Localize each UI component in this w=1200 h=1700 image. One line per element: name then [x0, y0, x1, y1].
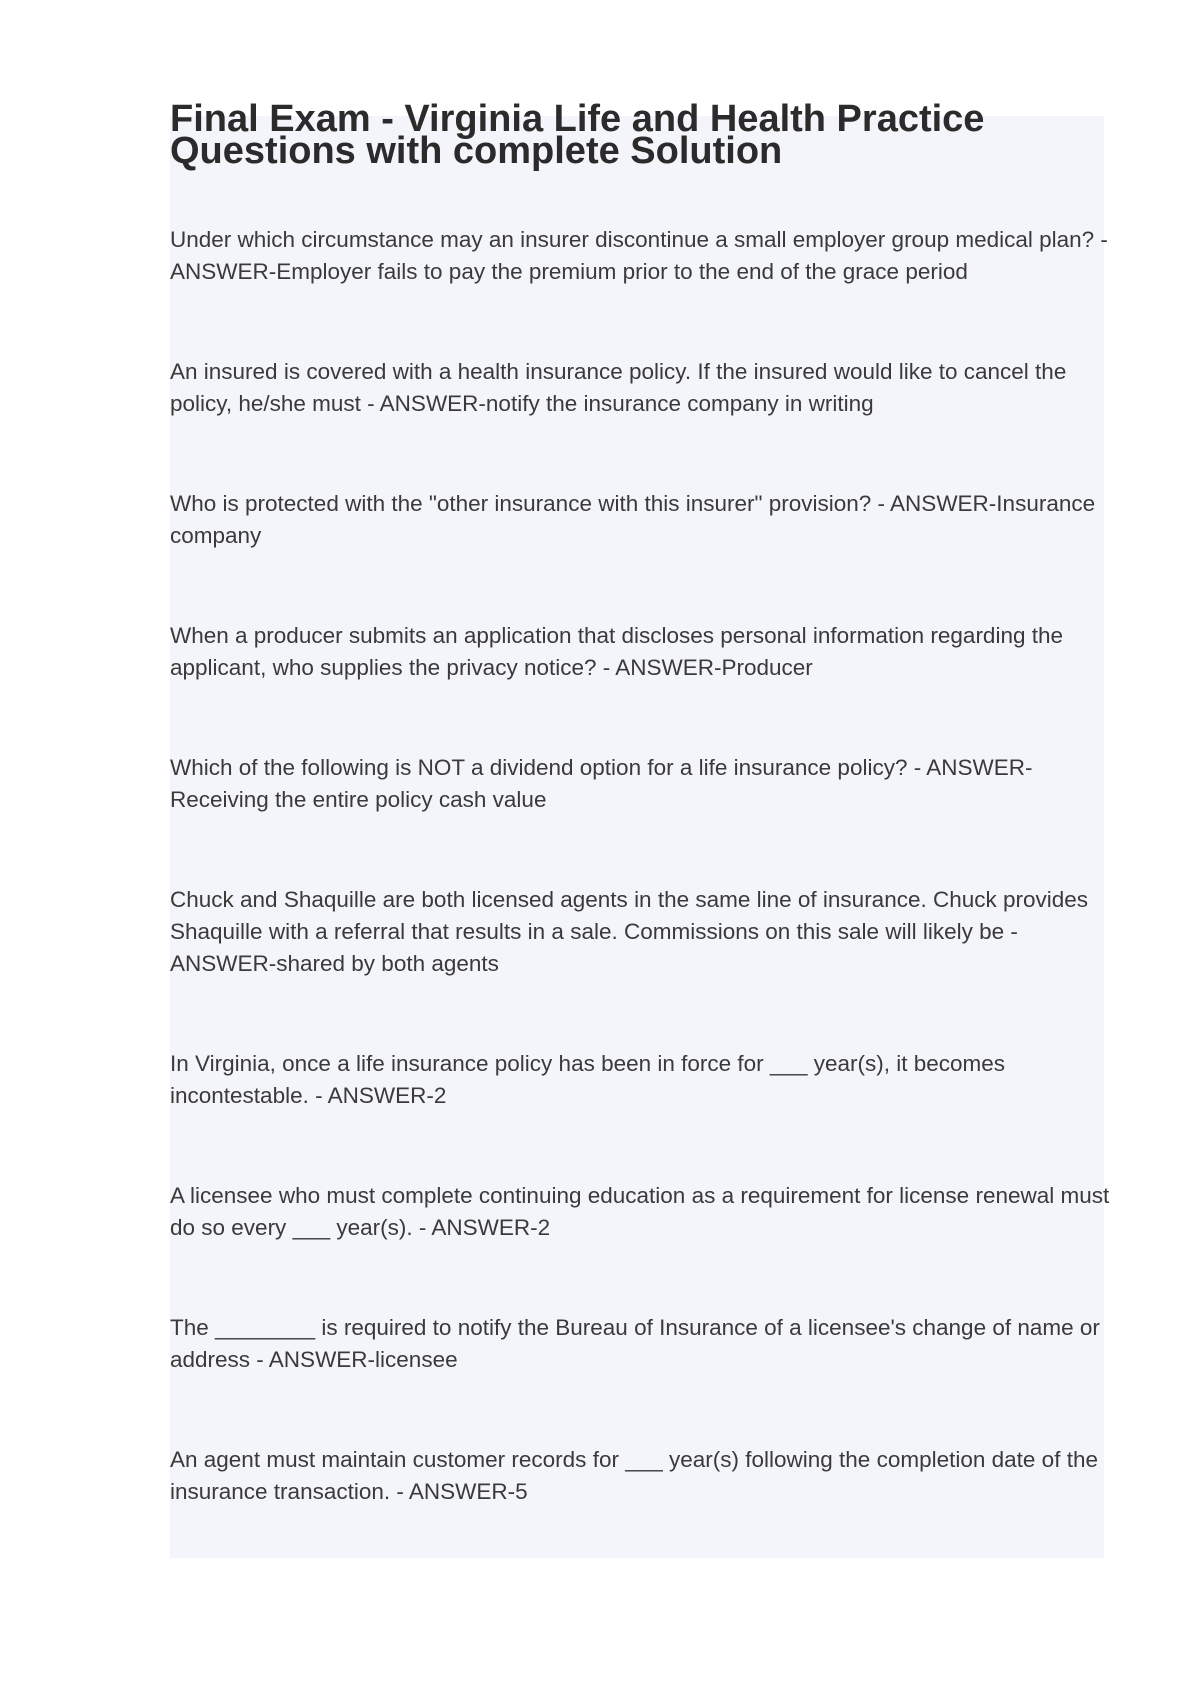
document-title-line-1: Final Exam - Virginia Life and Health Practice [170, 98, 985, 140]
qa-item: An agent must maintain customer records for ___ year(s) following the completion date of the insurance transaction. - ANSWER-5 [170, 1447, 1098, 1504]
qa-item: Chuck and Shaquille are both licensed agents in the same line of insurance. Chuck provides Shaquille with a referral that results in a sale. Commissions on this sale will likely be - ANSWER-shared by both agents [170, 887, 1089, 976]
document-title [170, 98, 1130, 172]
question-answer-list [170, 224, 1110, 1508]
qa-item: A licensee who must complete continuing education as a requirement for license renewal must do so every ___ year(s). - ANSWER-2 [170, 1183, 1110, 1240]
qa-item: An insured is covered with a health insurance policy. If the insured would like to cancel the policy, he/she must - ANSWER-notify the insurance company in writing [170, 359, 1067, 416]
qa-item: The ________ is required to notify the Bureau of Insurance of a licensee's change of name or address - ANSWER-licensee [170, 1315, 1100, 1372]
qa-item: Under which circumstance may an insurer discontinue a small employer group medical plan? - ANSWER-Employer fails to pay the premium prior to the end of the grace period [170, 227, 1108, 284]
qa-item: Who is protected with the "other insurance with this insurer" provision? - ANSWER-Insurance company [170, 491, 1096, 548]
qa-item: When a producer submits an application that discloses personal information regarding the applicant, who supplies the privacy notice? - ANSWER-Producer [170, 623, 1064, 680]
qa-item: Which of the following is NOT a dividend option for a life insurance policy? - ANSWER-Receiving the entire policy cash value [170, 755, 1033, 812]
qa-item: In Virginia, once a life insurance policy has been in force for ___ year(s), it becomes incontestable. - ANSWER-2 [170, 1051, 1006, 1108]
document-title-line-2: Questions with complete Solution [170, 130, 783, 172]
